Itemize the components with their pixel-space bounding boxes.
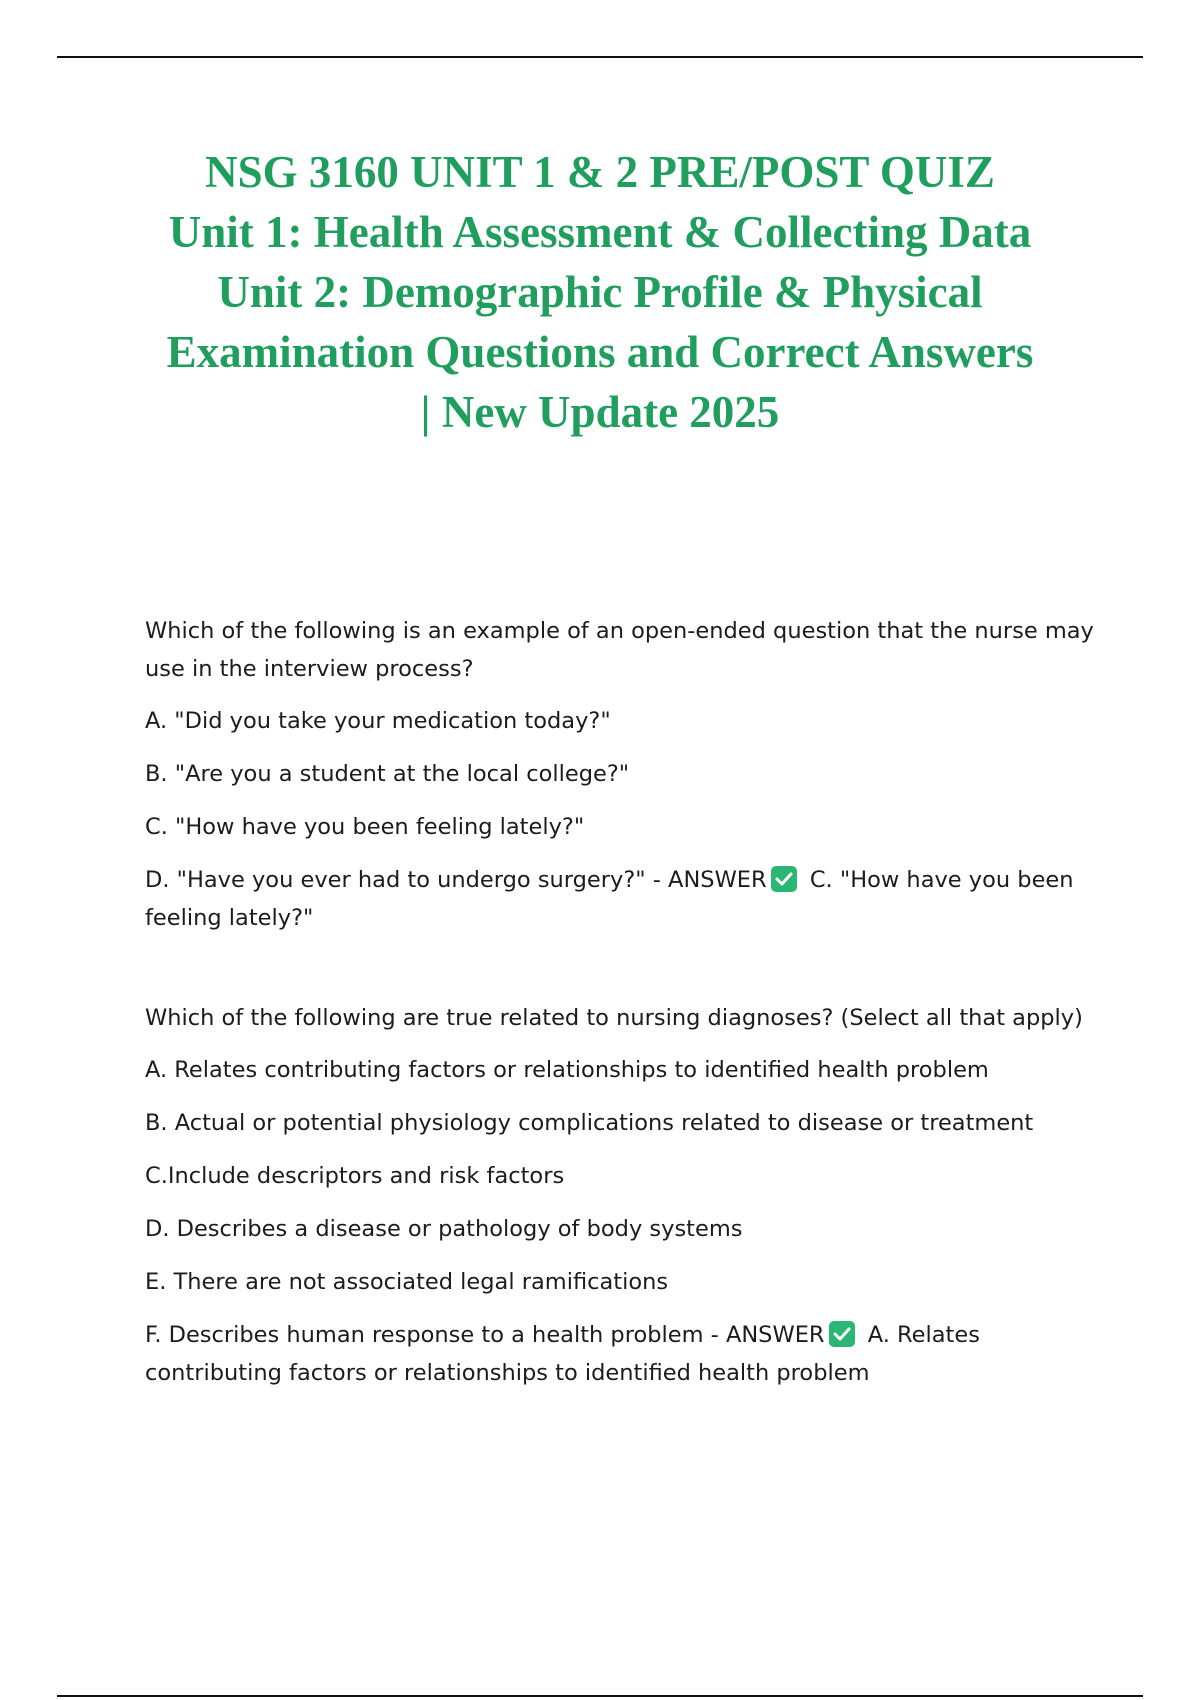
title-line-2: Unit 1: Health Assessment & Collecting Data: [168, 207, 1032, 257]
document-title: [100, 142, 1100, 442]
option-a: A. Relates contributing factors or relationships to identified health problem: [145, 1057, 989, 1083]
check-mark-icon: [771, 866, 797, 892]
option-e: E. There are not associated legal ramifications: [145, 1269, 669, 1295]
question-text: Which of the following are true related to nursing diagnoses? (Select all that apply): [145, 1005, 1083, 1031]
title-line-5: | New Update 2025: [420, 387, 780, 437]
title-line-4: Examination Questions and Correct Answers: [166, 327, 1034, 377]
option-d: D. "Have you ever had to undergo surgery?" - ANSWER: [145, 867, 767, 893]
option-b: B. "Are you a student at the local college?": [145, 761, 630, 787]
correct-answer: A. Relates contributing factors or relationships to identified health problem: [145, 1322, 980, 1386]
option-c: C.Include descriptors and risk factors: [145, 1163, 565, 1189]
option-b: B. Actual or potential physiology complications related to disease or treatment: [145, 1110, 1034, 1136]
question-block-2: [145, 999, 1095, 1392]
title-line-1: NSG 3160 UNIT 1 & 2 PRE/POST QUIZ: [205, 147, 995, 197]
option-d: D. Describes a disease or pathology of body systems: [145, 1216, 743, 1242]
top-divider: [57, 56, 1143, 58]
option-a: A. "Did you take your medication today?": [145, 708, 611, 734]
option-d-with-answer: [145, 861, 1095, 937]
correct-answer: C. "How have you been feeling lately?": [145, 867, 1074, 931]
option-c: C. "How have you been feeling lately?": [145, 814, 585, 840]
title-line-3: Unit 2: Demographic Profile & Physical: [217, 267, 983, 317]
quiz-content: [145, 612, 1095, 1392]
bottom-divider: [57, 1695, 1143, 1697]
question-block-1: [145, 612, 1095, 937]
check-mark-icon: [829, 1321, 855, 1347]
option-f-with-answer: [145, 1316, 1095, 1392]
question-text: Which of the following is an example of an open-ended question that the nurse may use in the interview process?: [145, 618, 1094, 682]
option-f: F. Describes human response to a health problem - ANSWER: [145, 1322, 825, 1348]
